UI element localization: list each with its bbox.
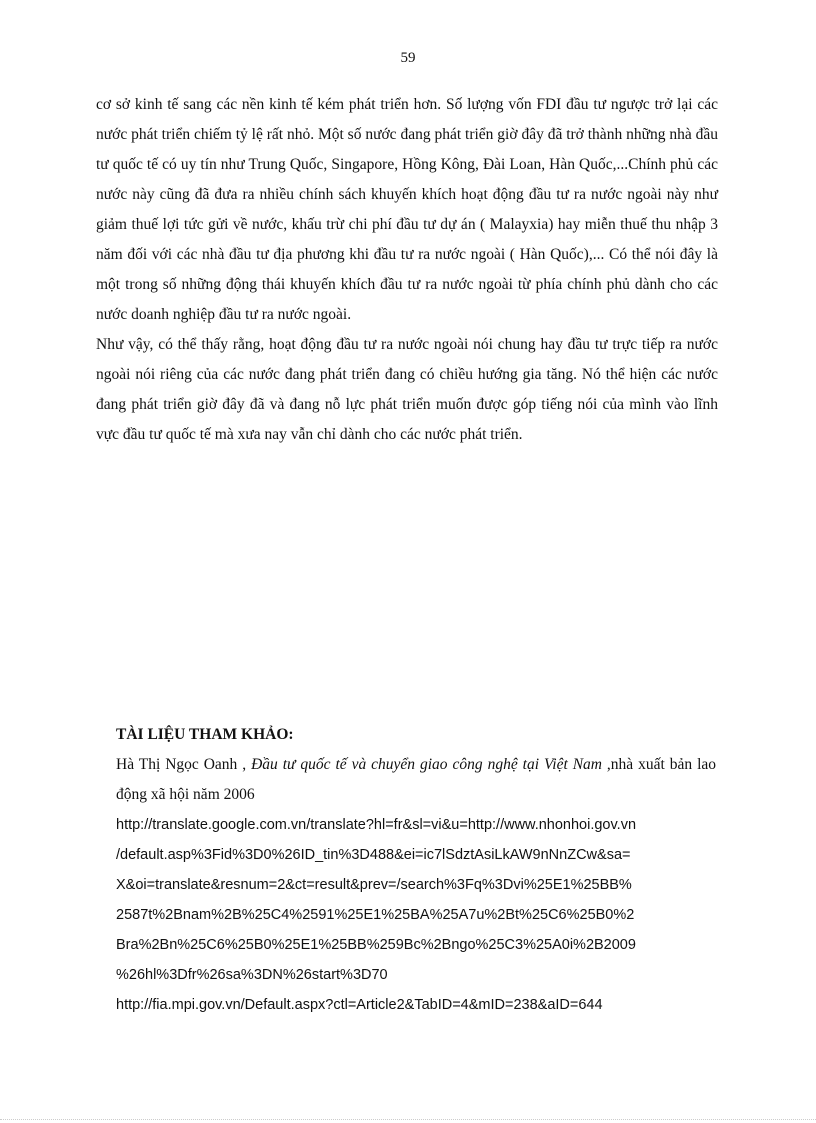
reference-publisher: ,nhà xuất bản lao động xã hội năm 2006 xyxy=(116,756,717,803)
reference-url-2[interactable]: http://fia.mpi.gov.vn/Default.aspx?ctl=Article2&TabID=4&mID=238&aID=644 xyxy=(116,997,603,1013)
url-line[interactable]: http://translate.google.com.vn/translate?hl=fr&sl=vi&u=http://www.nhonhoi.gov.vn xyxy=(116,817,637,833)
url-line[interactable]: %26hl%3Dfr%26sa%3DN%26start%3D70 xyxy=(116,967,388,983)
url-line[interactable]: X&oi=translate&resnum=2&ct=result&prev=/search%3Fq%3Dvi%25E1%25BB% xyxy=(116,877,632,893)
reference-url-1[interactable] xyxy=(116,810,716,990)
body-paragraph-1: cơ sở kinh tế sang các nền kinh tế kém phát triển hơn. Số lượng vốn FDI đầu tư ngược trở lại các nước phát triển chiếm tỷ lệ rất nhỏ. Một số nước đang phát triển giờ đây đã trở thành những nhà đầu tư quốc tế có uy tín như Trung Quốc, Singapore, Hồng Kông, Đài Loan, Hàn Quốc,...Chính phủ các nước này cũng đã đưa ra nhiều chính sách khuyến khích hoạt động đầu tư ra nước ngoài này như giảm thuế lợi tức gửi về nước, khấu trừ chi phí đầu tư dự án ( Malayxia) hay miễn thuế thu nhập 3 năm đối với các nhà đầu tư địa phương khi đầu tư ra nước ngoài ( Hàn Quốc),... Có thể nói đây là một trong số những động thái khuyến khích đầu tư ra nước ngoài từ phía chính phủ dành cho các nước doanh nghiệp đầu tư ra nước ngoài. xyxy=(96,96,718,323)
references-section xyxy=(116,720,716,1020)
url-line[interactable]: /default.asp%3Fid%3D0%26ID_tin%3D488&ei=ic7lSdztAsiLkAW9nNnZCw&sa= xyxy=(116,847,631,863)
page-number: 59 xyxy=(400,50,416,66)
url-line[interactable]: 2587t%2Bnam%2B%25C4%2591%25E1%25BA%25A7u%2Bt%25C6%25B0%2 xyxy=(116,907,635,923)
reference-author: Hà Thị Ngọc Oanh , xyxy=(116,756,247,773)
body-paragraph-2: Như vậy, có thể thấy rằng, hoạt động đầu tư ra nước ngoài nói chung hay đầu tư trực tiếp ra nước ngoài nói riêng của các nước đang phát triển đang có chiều hướng gia tăng. Nó thể hiện các nước đang phát triển giờ đây đã và đang nỗ lực phát triển muốn được góp tiếng nói của mình vào lĩnh vực đầu tư quốc tế mà xưa nay vẫn chỉ dành cho các nước phát triển. xyxy=(96,336,718,443)
url-line[interactable]: Bra%2Bn%25C6%25B0%25E1%25BB%259Bc%2Bngo%25C3%25A0i%2B2009 xyxy=(116,937,636,953)
reference-book xyxy=(116,750,716,810)
reference-book-title: Đầu tư quốc tế và chuyển giao công nghệ tại Việt Nam xyxy=(251,756,602,773)
page-bottom-divider xyxy=(0,1119,816,1121)
references-title: TÀI LIỆU THAM KHẢO: xyxy=(116,726,294,743)
body-text xyxy=(96,90,718,450)
